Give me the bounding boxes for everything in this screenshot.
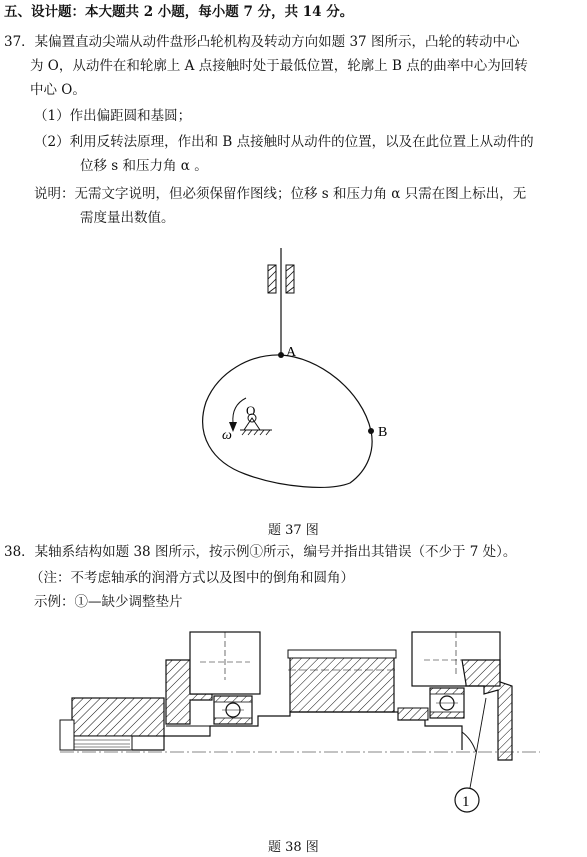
q37-item-2b: 位移 s 和压力角 α 。 [80, 158, 208, 174]
q37-line-1: 37．某偏置直动尖端从动件盘形凸轮机构及转动方向如题 37 图所示，凸轮的转动中心 [4, 34, 520, 50]
q37-note-2: 需度量出数值。 [80, 210, 175, 226]
left-bearing [214, 696, 252, 724]
figure-38-caption: 题 38 图 [268, 840, 319, 855]
point-b-dot [368, 428, 374, 434]
q37-item-2a: （2）利用反转法原理，作出和 B 点接触时从动件的位置，以及在此位置上从动件的 [34, 134, 534, 150]
shaft-system-figure [0, 620, 587, 835]
right-bearing-cover [462, 660, 512, 760]
callout-number: 1 [462, 794, 470, 810]
q37-note-1: 说明：无需文字说明，但必须保留作图线；位移 s 和压力角 α 只需在图上标出，无 [34, 186, 527, 202]
figure-37-caption: 题 37 图 [268, 523, 319, 538]
q38-note: （注：不考虑轴承的润滑方式以及图中的倒角和圆角） [30, 570, 354, 586]
rotation-arc [233, 398, 246, 423]
label-o: O [246, 403, 256, 418]
cam-mechanism-figure [0, 240, 587, 540]
label-b: B [378, 425, 388, 440]
label-a: A [286, 345, 297, 360]
q38-example: 示例：①—缺少调整垫片 [34, 594, 183, 610]
q38-line-1: 38．某轴系结构如题 38 图所示，按示例①所示，编号并指出其错误（不少于 7 处）。 [4, 544, 517, 560]
q37-line-3: 中心 O。 [30, 82, 86, 98]
left-pulley [60, 698, 164, 750]
label-omega: ω [222, 428, 232, 443]
left-housing [190, 632, 260, 694]
pivot-support-icon [240, 414, 272, 435]
right-bearing [430, 688, 464, 718]
q37-line-2: 为 O，从动件在和轮廓上 A 点接触时处于最低位置，轮廓上 B 点的曲率中心为回转 [30, 58, 528, 74]
cam-profile [203, 355, 372, 487]
point-a-dot [278, 352, 284, 358]
section-heading: 五、设计题：本大题共 2 小题，每小题 7 分，共 14 分。 [4, 4, 354, 20]
q37-item-1: （1）作出偏距圆和基圆； [34, 108, 192, 124]
spacer-sleeve [398, 708, 428, 720]
gear [288, 650, 396, 712]
